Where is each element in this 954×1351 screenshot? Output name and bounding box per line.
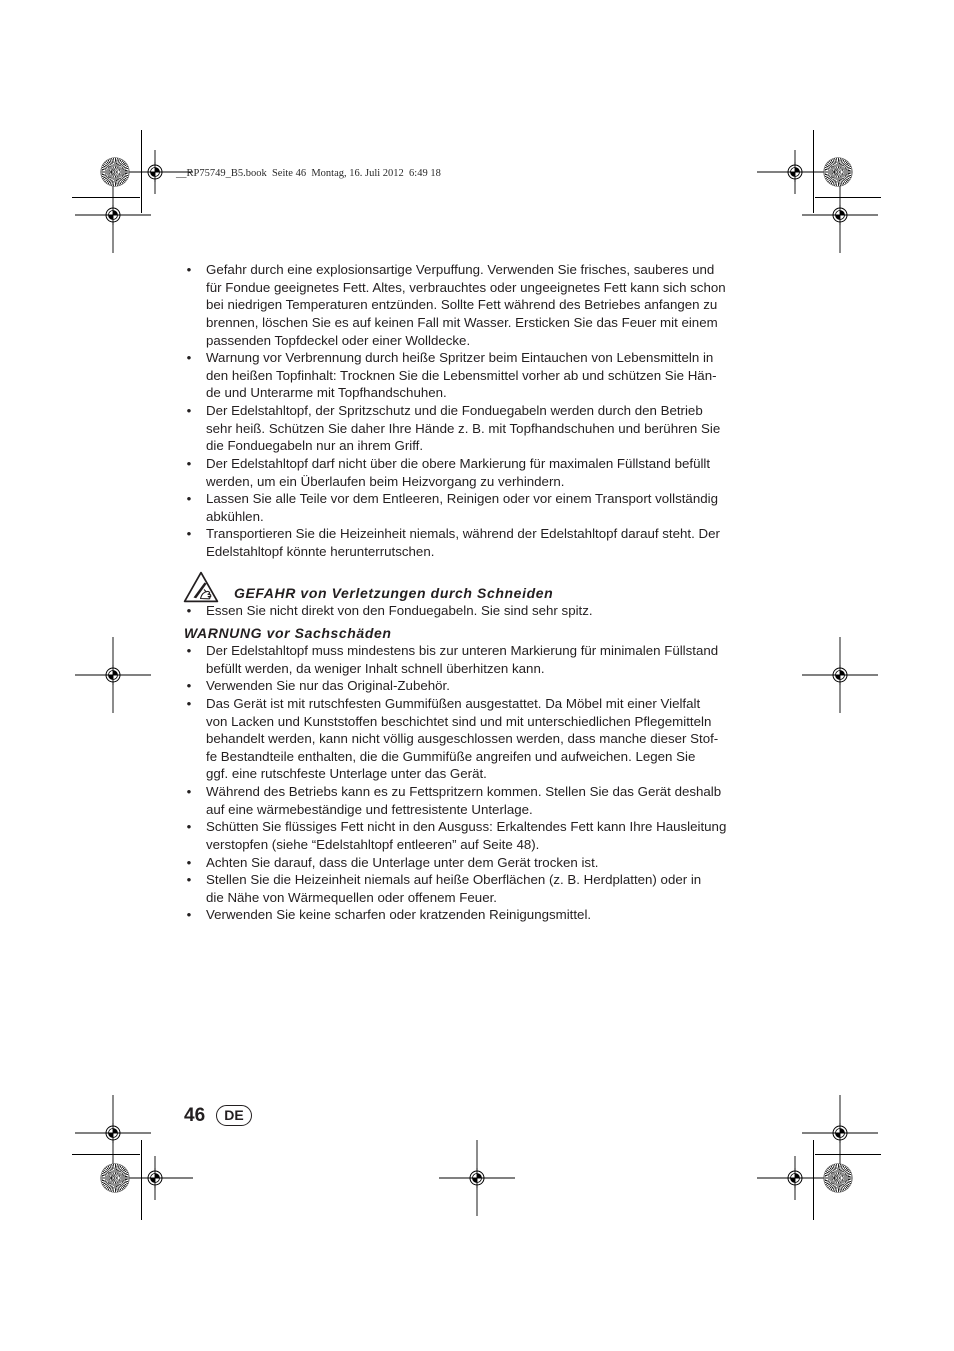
text-line: Das Gerät ist mit rutschfesten Gummifüßen ausgestattet. Da Möbel mit einer Vielfalt [206,695,701,711]
text-line: Schütten Sie flüssiges Fett nicht in den Ausguss: Erkaltendes Fett kann Ihre Hausleitung [206,819,727,835]
bullet: • [186,695,192,711]
list-item [184,525,751,560]
registration-mark-icon [73,175,153,255]
text-line: Stellen Sie die Heizeinheit niemals auf heiße Oberflächen (z. B. Herdplatten) oder in [206,872,702,888]
bullet: • [186,526,192,542]
bullet: • [186,403,192,418]
text-line: Der Edelstahltopf darf nicht über die obere Markierung für maximalen Füllstand befüllt [206,455,711,471]
safety-instructions-list [184,261,751,561]
bullet: • [186,262,192,277]
star-target-icon [824,1164,852,1192]
text-line: für Fondue geeignetes Fett. Altes, verbrauchtes oder ungeeignetes Fett kann sich schon [206,279,726,295]
text-line: Der Edelstahltopf muss mindestens bis zur unteren Markierung für minimalen Füllstand [206,643,719,658]
list-item [184,906,751,924]
text-line: die Fonduegabeln nur an ihrem Griff. [206,438,424,454]
registration-mark-icon [437,1138,517,1218]
danger-list [184,602,751,620]
text-line: de und Unterarme mit Topfhandschuhen. [206,385,447,401]
bullet: • [186,784,192,799]
cut-hazard-warning-icon [183,571,219,603]
text-line: Während des Betriebs kann es zu Fettspritzern kommen. Stellen Sie das Gerät deshalb [206,784,722,799]
text-line: abkühlen. [206,508,264,524]
warning-list [184,642,751,924]
bullet: • [186,491,192,507]
list-item [184,490,751,525]
text-line: passenden Topfdeckel oder einer Wolldecke. [206,332,471,348]
list-item [184,695,751,783]
text-line: Achten Sie darauf, dass die Unterlage unter dem Gerät trocken ist. [206,854,599,870]
text-line: den heißen Topfinhalt: Trocknen Sie die Lebensmittel vorher ab und schützen Sie Hän- [206,367,717,383]
page-number: 46 [184,1105,206,1126]
text-line: Der Edelstahltopf, der Spritzschutz und die Fonduegabeln werden durch den Betrieb [206,403,703,418]
list-item [184,854,751,872]
text-line: Transportieren Sie die Heizeinheit niemals, während der Edelstahltopf darauf steht. Der [206,526,720,542]
list-item [184,402,751,455]
registration-mark-icon [800,635,880,715]
text-line: bei niedrigen Temperaturen entzünden. Sollte Fett während des Betriebes anfangen zu [206,297,718,313]
text-line: Verwenden Sie keine scharfen oder kratzenden Reinigungsmittel. [206,907,592,923]
language-badge: DE [216,1105,252,1126]
text-line: von Lacken und Kunststoffen beschichtet sind und mit unterschiedlichen Pflegemitteln [206,713,712,729]
list-item [184,818,751,853]
danger-heading: GEFAHR von Verletzungen durch Schneiden [234,585,554,601]
print-slug: __RP75749_B5.book Seite 46 Montag, 16. Juli 2012 6:49 18 [176,168,441,179]
text-line: werden, um ein Überlaufen beim Heizvorgang zu verhindern. [206,473,565,489]
bullet: • [186,643,192,658]
list-item [184,455,751,490]
star-target-icon [824,158,852,186]
text-line: behandelt werden, kann nicht völlig ausgeschlossen werden, dass manche dieser Stof- [206,731,719,747]
bullet: • [186,455,192,471]
text-line: Verwenden Sie nur das Original-Zubehör. [206,678,450,694]
text-line: Warnung vor Verbrennung durch heiße Spritzer beim Eintauchen von Lebensmitteln in [206,350,714,366]
list-item [184,602,751,620]
registration-mark-icon [73,635,153,715]
text-line: Edelstahltopf könnte herunterrutschen. [206,544,435,559]
list-item [184,871,751,906]
warning-heading: WARNUNG vor Sachschäden [184,625,392,641]
text-line: Essen Sie nicht direkt von den Fonduegabeln. Sie sind sehr spitz. [206,603,593,618]
text-line: Gefahr durch eine explosionsartige Verpuffung. Verwenden Sie frisches, sauberes und [206,262,715,277]
registration-mark-icon [800,175,880,255]
text-line: verstopfen (siehe “Edelstahltopf entleeren” auf Seite 48). [206,836,540,852]
text-line: die Nähe von Wärmequellen oder offenem Feuer. [206,889,497,905]
star-target-icon [101,1164,129,1192]
text-line: sehr heiß. Schützen Sie daher Ihre Hände z. B. mit Topfhandschuhen und berühren Sie [206,420,721,436]
registration-mark-icon [755,1138,835,1218]
text-line: ggf. eine rutschfeste Unterlage unter das Gerät. [206,766,487,782]
bullet: • [186,819,192,835]
list-item [184,261,751,349]
text-line: befüllt werden, da weniger Inhalt schnell überhitzen kann. [206,660,545,676]
bullet: • [186,872,192,888]
text-line: Lassen Sie alle Teile vor dem Entleeren, Reinigen oder vor einem Transport vollständig [206,491,718,507]
list-item [184,349,751,402]
bullet: • [186,603,192,618]
list-item [184,783,751,818]
list-item [184,642,751,677]
bullet: • [186,854,192,870]
text-line: brennen, löschen Sie es auf keinen Fall mit Wasser. Ersticken Sie das Feuer mit einem [206,314,718,330]
bullet: • [186,678,192,694]
list-item [184,677,751,695]
text-line: auf eine wärmebeständige und fettresistente Unterlage. [206,801,533,817]
star-target-icon [101,158,129,186]
text-line: fe Bestandteile enthalten, die die Gummifüße angreifen und aufweichen. Legen Sie [206,748,696,764]
bullet: • [186,907,192,923]
bullet: • [186,350,192,366]
